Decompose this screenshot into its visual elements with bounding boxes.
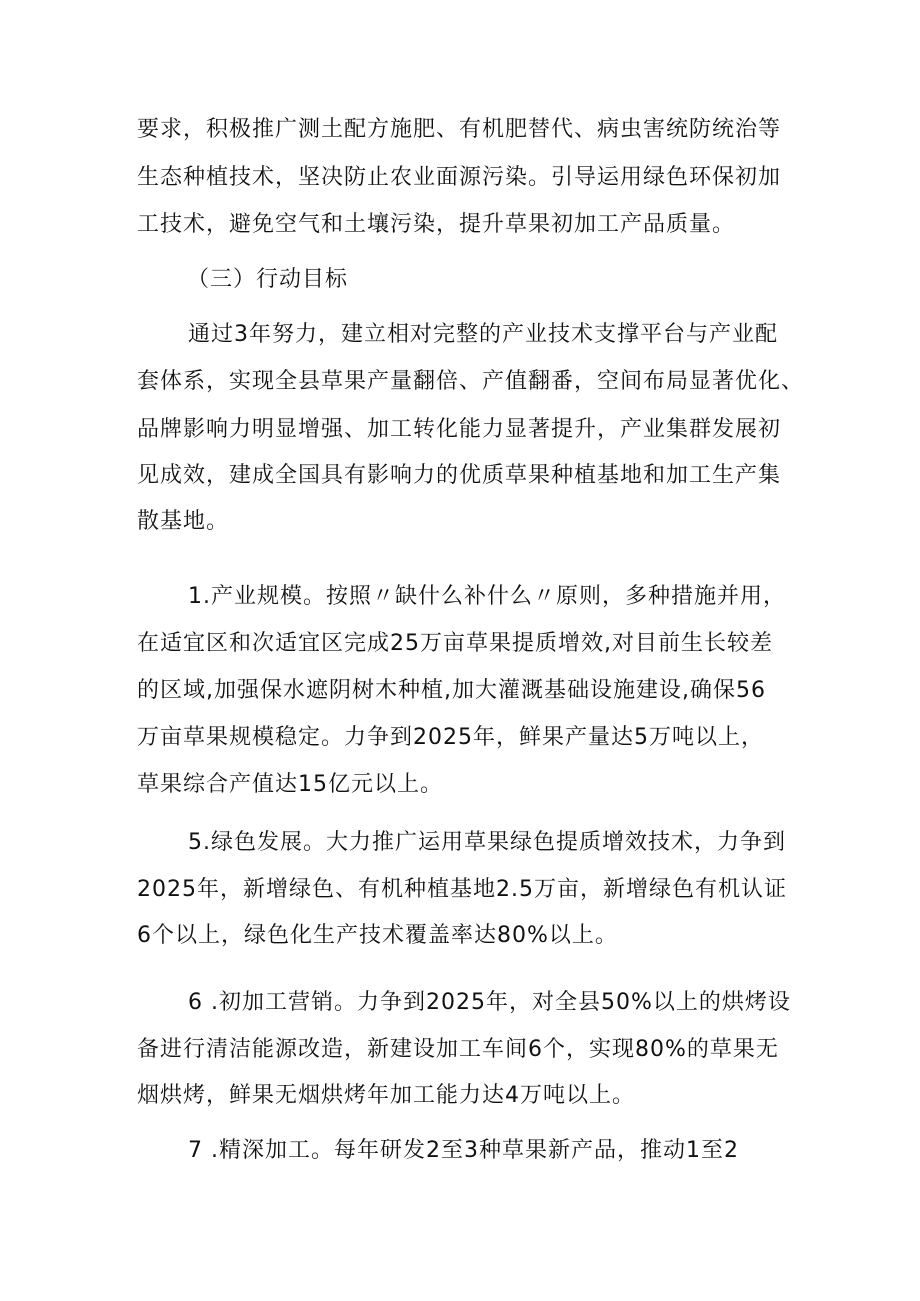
text-line: 生态种植技术，坚决防止农业面源污染。引导运用绿色环保初加 xyxy=(137,165,782,190)
text-line: 通过3年努力，建立相对完整的产业技术支撑平台与产业配 xyxy=(188,322,778,347)
text-line: 6 .初加工营销。力争到2025年，对全县50%以上的烘烤设 xyxy=(188,990,791,1015)
text-line: 万亩草果规模稳定。力争到2025年，鲜果产量达5万吨以上， xyxy=(137,725,764,750)
text-line: 要求，积极推广测土配方施肥、有机肥替代、病虫害统防统治等 xyxy=(137,117,782,142)
text-line: 1.产业规模。按照〃缺什么补什么〃原则，多种措施并用， xyxy=(188,584,786,609)
text-line: 草果综合产值达15亿元以上。 xyxy=(137,772,443,797)
text-line: 7 .精深加工。每年研发2至3种草果新产品，推动1至2 xyxy=(188,1138,739,1163)
section-heading: （三）行动目标 xyxy=(187,267,349,292)
text-line: 工技术，避免空气和土壤污染，提升草果初加工产品质量。 xyxy=(137,212,736,237)
text-line: 烟烘烤，鲜果无烟烘烤年加工能力达4万吨以上。 xyxy=(137,1083,635,1108)
text-line: 的区域,加强保水遮阴树木种植,加大灌溉基础设施建设,确保56 xyxy=(137,678,766,703)
text-line: 2025年，新增绿色、有机种植基地2.5万亩，新增绿色有机认证 xyxy=(137,877,787,902)
text-line: 备进行清洁能源改造，新建设加工车间6个，实现80%的草果无 xyxy=(137,1037,779,1062)
text-line: 在适宜区和次适宜区完成25万亩草果提质增效,对目前生长较差 xyxy=(137,631,773,656)
text-line: 散基地。 xyxy=(137,509,230,534)
text-line: 见成效，建成全国具有影响力的优质草果种植基地和加工生产集 xyxy=(137,463,782,488)
text-line: 6个以上，绿色化生产技术覆盖率达80%以上。 xyxy=(137,923,618,948)
text-line: 套体系，实现全县草果产量翻倍、产值翻番，空间布局显著优化、 xyxy=(137,369,805,394)
text-line: 品牌影响力明显增强、加工转化能力显著提升，产业集群发展初 xyxy=(137,417,782,442)
text-line: 5.绿色发展。大力推广运用草果绿色提质增效技术，力争到 xyxy=(188,830,786,855)
